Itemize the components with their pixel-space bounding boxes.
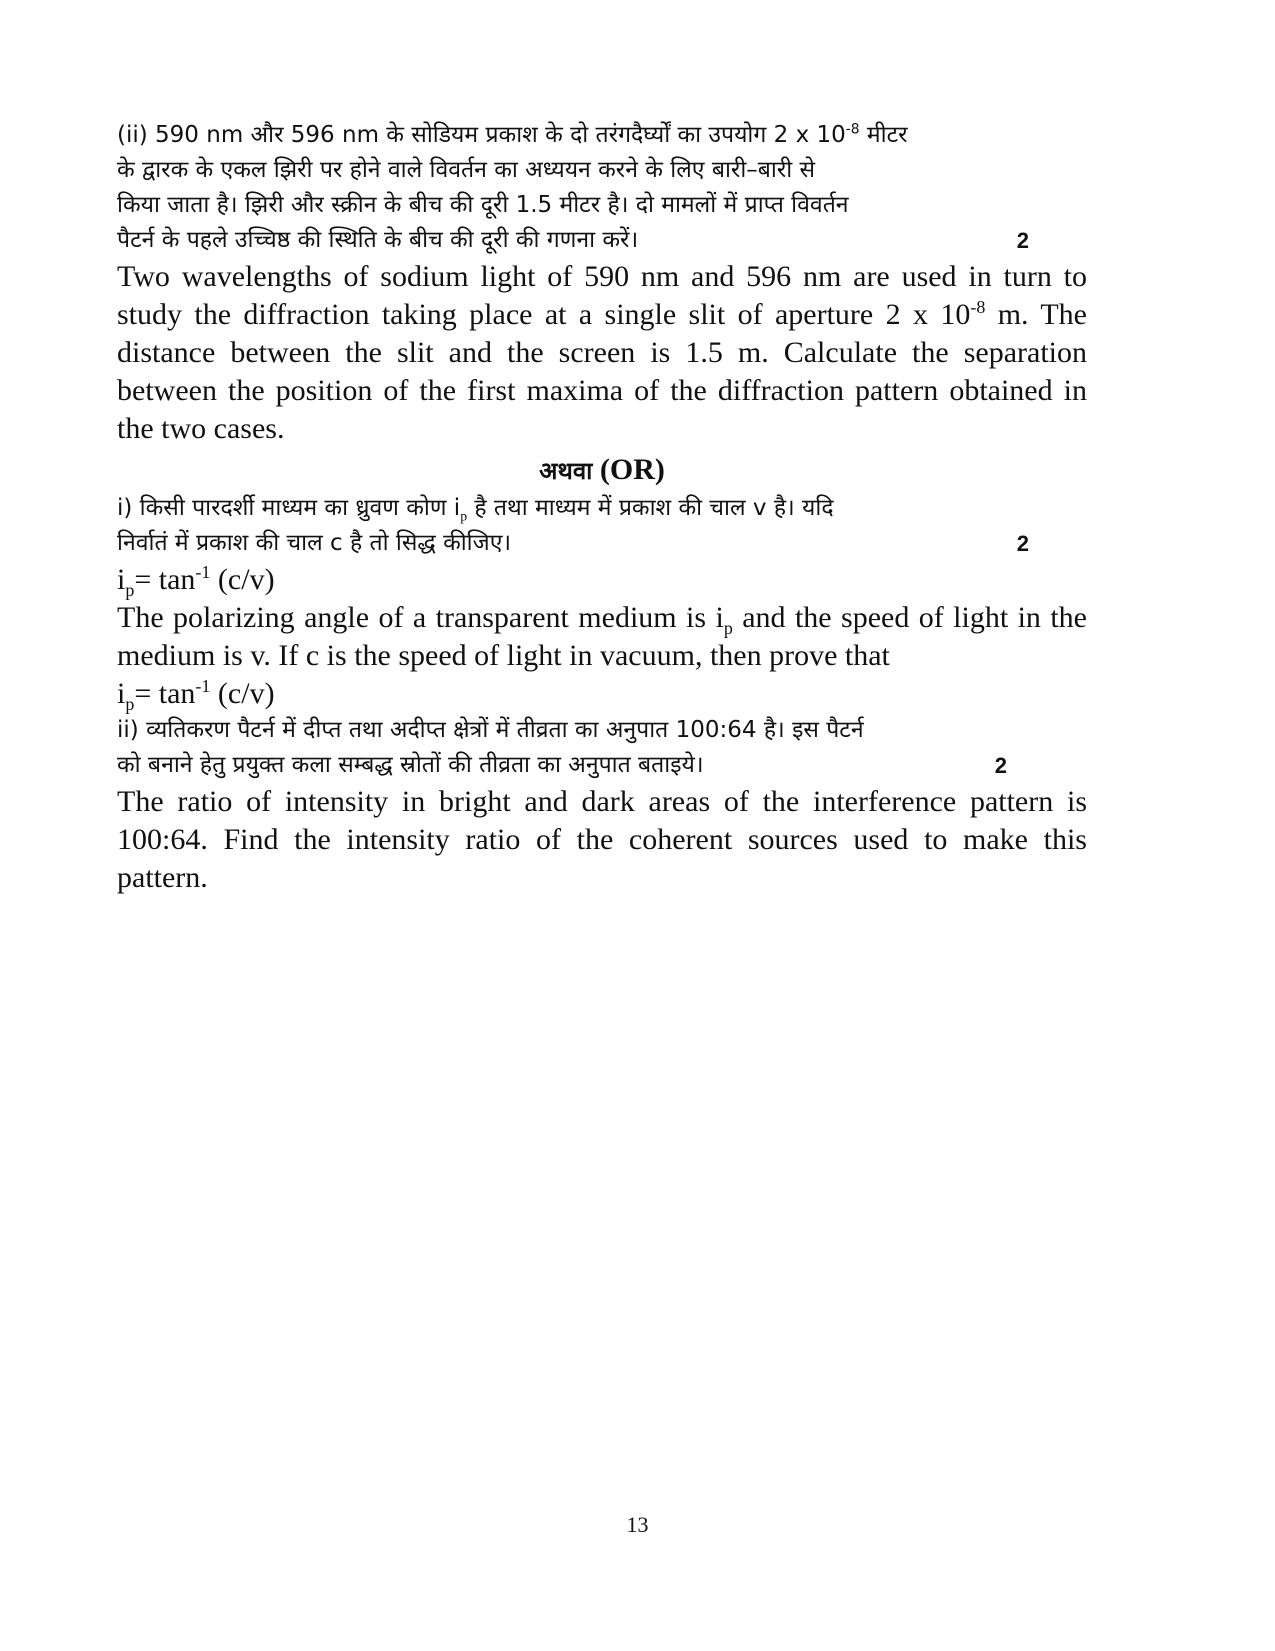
q2-ii-english-text: Two wavelengths of sodium light of 590 nm and 596 nm are used in turn to study the diffraction taking place at a single slit of aperture 2 x $10^{-8}$ m. The distance between the slit and the screen is 1.5 m. Calculate the separation between the position of the first maxima of the diffraction pattern obtained in the two cases. [117,260,1087,445]
alt-i-hindi-line-1: i) किसी पारदर्शी माध्यम का ध्रुवण कोण $i_p$ है तथा माध्यम में प्रकाश की चाल v है। यदि [117,495,834,524]
alt-ii-english-text: The ratio of intensity in bright and dark areas of the interference pattern is 100:64. Find the intensity ratio of the coherent sources used to make this pattern. [117,785,1087,894]
alt-ii-hindi-line-1: ii) व्यतिकरण पैटर्न में दीप्त तथा अदीप्त क्षेत्रों में तीव्रता का अनुपात 100:64 है। इस पैटर्न [117,717,864,743]
alt-i-english-text: The polarizing angle of a transparent medium is $i_p$ and the speed of light in the medium is v. If c is the speed of light in vacuum, then prove that [117,601,1087,672]
formula-polarizing-angle: $i_p= \tan^{-1} (c/v)$ [117,562,275,600]
marks-label: 2 [994,753,1007,778]
marks-label: 2 [1016,228,1029,253]
marks-label: 2 [1016,531,1029,556]
question-page [117,118,1087,897]
alt-i-hindi-line-2: 2 निर्वातं में प्रकाश की चाल c है तो सिद्ध कीजिए। [117,526,1087,561]
q2-ii-hindi-line-2: के द्वारक के एकल झिरी पर होने वाले विवर्तन का अध्ययन करने के लिए बारी–बारी से [117,157,816,183]
alt-ii-hindi-line-2: 2 को बनाने हेतु प्रयुक्त कला सम्बद्ध स्रोतों की तीव्रता का अनुपात बताइये। [117,748,1087,783]
page-number: 13 [626,1512,649,1537]
formula-polarizing-angle-repeat: $i_p= \tan^{-1} (c/v)$ [117,676,275,714]
q2-ii-hindi-line-4: 2 पैटर्न के पहले उच्चिष्ठ की स्थिति के बीच की दूरी की गणना करें। [117,223,1087,258]
or-heading: अथवा (OR) [539,453,665,486]
q2-ii-hindi-line-1: (ii) 590 nm और 596 nm के सोडियम प्रकाश के दो तरंगदैर्घ्यों का उपयोग 2 x $10^{-8}$ मीटर [117,121,908,148]
q2-ii-hindi-line-3: किया जाता है। झिरी और स्क्रीन के बीच की दूरी 1.5 मीटर है। दो मामलों में प्राप्त विवर्तन [117,192,849,218]
